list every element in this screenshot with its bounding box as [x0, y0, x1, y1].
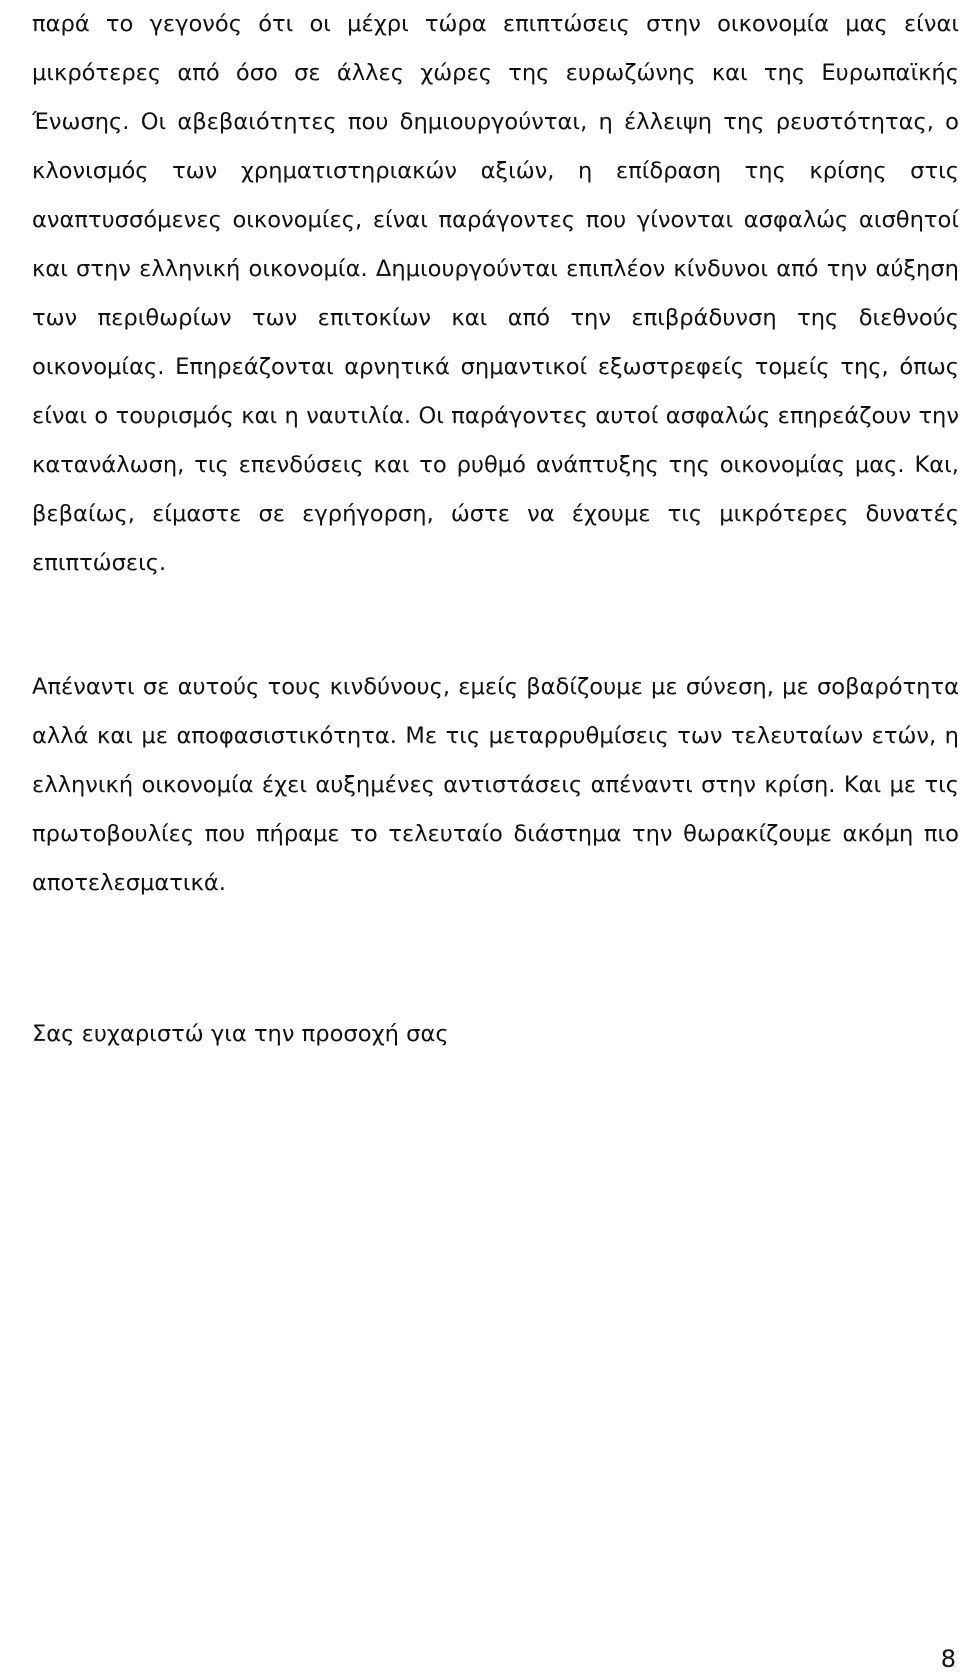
paragraph-response-to-risks: Απέναντι σε αυτούς τους κινδύνους, εμείς βαδίζουμε με σύνεση, με σοβαρότητα αλλά και με αποφασιστικότητα. Με τις μεταρρυθμίσεις των τελευταίων ετών, η ελληνική οικονομία έχει αυξημένες αντιστάσεις απέναντι στην κρίση. Και με τις πρωτοβουλίες που πήραμε το τελευταίο διάστημα την θωρακίζουμε ακόμη πιο αποτελεσματικά.: [32, 674, 959, 896]
page-number: 8: [940, 1645, 956, 1673]
closing-thanks: Σας ευχαριστώ για την προσοχή σας: [32, 1021, 449, 1047]
paragraph-economic-impact: παρά το γεγονός ότι οι μέχρι τώρα επιπτώσεις στην οικονομία μας είναι μικρότερες από όσο σε άλλες χώρες της ευρωζώνης και της Ευρωπαϊκής Ένωσης. Οι αβεβαιότητες που δημιουργούνται, η έλλειψη της ρευστότητας, ο κλονισμός των χρηματιστηριακών αξιών, η επίδραση της κρίσης στις αναπτυσσόμενες οικονομίες, είναι παράγοντες που γίνονται ασφαλώς αισθητοί και στην ελληνική οικονομία. Δημιουργούνται επιπλέον κίνδυνοι από την αύξηση των περιθωρίων των επιτοκίων και από την επιβράδυνση της διεθνούς οικονομίας. Επηρεάζονται αρνητικά σημαντικοί εξωστρεφείς τομείς της, όπως είναι ο τουρισμός και η ναυτιλία. Οι παράγοντες αυτοί ασφαλώς επηρεάζουν την κατανάλωση, τις επενδύσεις και το ρυθμό ανάπτυξης της οικονομίας μας. Και, βεβαίως, είμαστε σε εγρήγορση, ώστε να έχουμε τις μικρότερες δυνατές επιπτώσεις.: [32, 11, 959, 576]
